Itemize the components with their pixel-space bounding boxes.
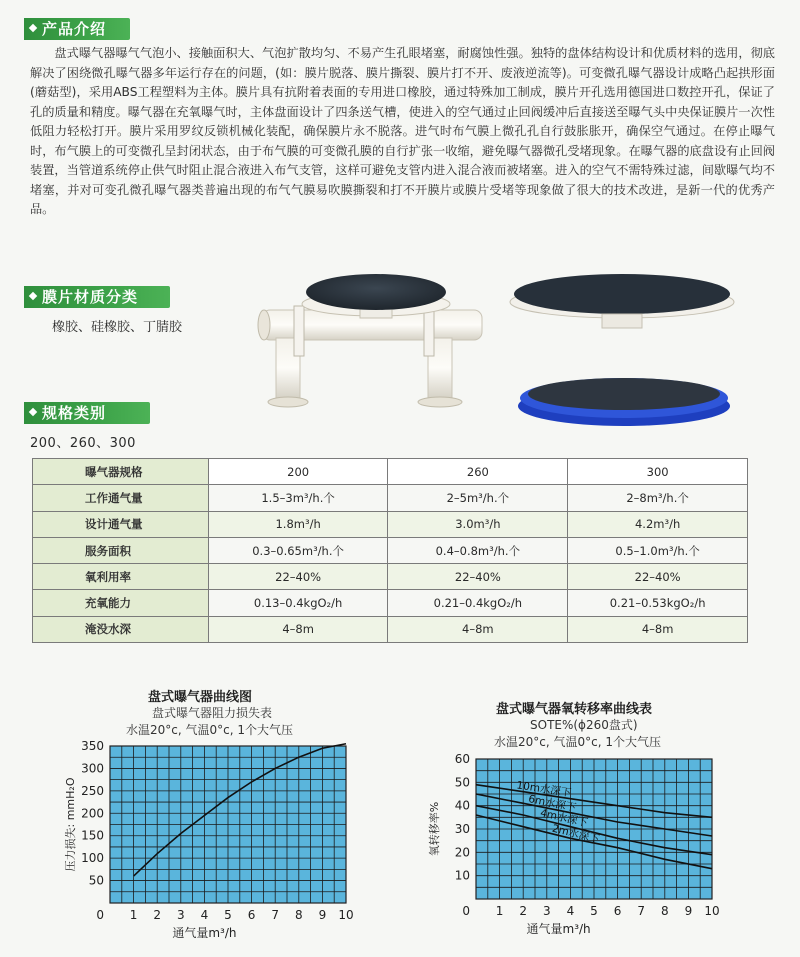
x-tick-label: 1 xyxy=(495,904,504,918)
x-tick-label: 8 xyxy=(660,904,669,918)
section-label-material: 膜片材质分类 xyxy=(24,286,170,308)
series-label: 6m水深下 xyxy=(527,793,578,815)
table-cell: 1.5–3m³/h.个 xyxy=(208,485,388,511)
series-label: 10m水深下 xyxy=(515,779,572,800)
y-tick-label: 300 xyxy=(81,761,104,776)
table-cell: 22–40% xyxy=(568,564,748,590)
x-tick-label: 9 xyxy=(684,904,693,918)
y-tick-label: 50 xyxy=(88,873,104,888)
y-tick-label: 40 xyxy=(454,798,470,813)
table-cell: 4–8m xyxy=(568,616,748,642)
oxygen-transfer-chart xyxy=(420,745,750,945)
table-cell: 1.8m³/h xyxy=(208,511,388,537)
table-header-row xyxy=(33,459,748,485)
y-tick-label: 100 xyxy=(81,851,104,866)
x-tick-label: 6 xyxy=(247,908,256,922)
y-axis-label: 压力损失: mmH₂O xyxy=(64,777,77,872)
table-cell: 2–5m³/h.个 xyxy=(388,485,568,511)
chart2-conditions: 水温20°c, 气温0°c, 1个大气压 xyxy=(494,735,661,749)
y-axis-label: 氧转移率% xyxy=(428,801,441,857)
table-header-cell: 300 xyxy=(568,459,748,485)
x-tick-label: 5 xyxy=(224,908,232,922)
table-row-label: 淹没水深 xyxy=(33,616,209,642)
material-list: 橡胶、硅橡胶、丁腈胶 xyxy=(52,320,183,335)
x-tick-label: 9 xyxy=(318,908,327,922)
y-tick-label: 20 xyxy=(454,845,470,860)
table-cell: 4–8m xyxy=(208,616,388,642)
spec-table xyxy=(32,458,748,643)
table-row xyxy=(33,616,748,642)
table-cell: 0.5–1.0m³/h.个 xyxy=(568,537,748,563)
table-row xyxy=(33,564,748,590)
table-row xyxy=(33,511,748,537)
y-tick-label: 350 xyxy=(81,739,104,753)
x-tick-label: 2 xyxy=(519,904,528,918)
y-tick-label: 0 xyxy=(462,904,470,918)
table-row-label: 充氧能力 xyxy=(33,590,209,616)
x-tick-label: 10 xyxy=(338,908,354,922)
table-cell: 22–40% xyxy=(388,564,568,590)
y-tick-label: 0 xyxy=(96,908,104,922)
chart1-subtitle: 盘式曝气器阻力损失表 xyxy=(152,706,273,720)
x-tick-label: 2 xyxy=(153,908,162,922)
y-tick-label: 50 xyxy=(454,775,470,790)
y-tick-label: 200 xyxy=(81,806,104,821)
series-label: 4m水深下 xyxy=(539,807,589,830)
table-cell: 22–40% xyxy=(208,564,388,590)
x-tick-label: 8 xyxy=(294,908,303,922)
chart1-title: 盘式曝气器曲线图 xyxy=(148,690,253,705)
table-cell: 4–8m xyxy=(388,616,568,642)
series-label: 2m水深下 xyxy=(550,822,601,846)
intro-paragraph: 盘式曝气器曝气气泡小、接触面积大、气泡扩散均匀、不易产生孔眼堵塞，耐腐蚀性强。独特的盘体结构设计和优质材料的选用，彻底解决了困绕微孔曝气器多年运行存在的问题，(如：膜片脱落、膜片撕裂、膜片打不开、废液逆流等)。可变微孔曝气器设计成略凸起拱形面(蘑菇型)，采用ABS工程塑料为主体。膜片具有抗附着表面的专用进口橡胶，通过特殊加工制成，膜片开孔选用德国进口数控开孔，保证了孔的质量和精度。曝气器在充氧曝气时，主体盘面设计了四条送气槽，使进入的空气通过止回阀缓冲后直接送至曝气头中央保证膜片一次性低阻力轻松打开。膜片采用罗纹反锁机械化装配，确保膜片永不脱落。进气时布气膜上微孔孔自行鼓胀胀开，确保空气通过。在停止曝气时，布气膜上的可变微孔呈封闭状态，由于布气膜的可变微孔膜的自行扩张一收缩，避免曝气器微孔受堵现象。在曝气器的底盘设有止回阀装置，当管道系统停止供气时阻止混合液进入布气支管，这样可避免支管内进入混合液而被堵塞。进入的空气不需特殊过滤，间歇曝气均不堵塞，并对可变孔微孔曝气器类普遍出现的布气气膜易吹膜撕裂和打不开膜片或膜片受堵等现象做了很大的技术改进，是新一代的优秀产品。 xyxy=(30,46,775,216)
x-tick-label: 1 xyxy=(129,908,138,922)
x-tick-label: 7 xyxy=(637,904,646,918)
table-cell: 2–8m³/h.个 xyxy=(568,485,748,511)
x-tick-label: 4 xyxy=(566,904,575,918)
table-cell: 0.4–0.8m³/h.个 xyxy=(388,537,568,563)
table-cell: 0.21–0.4kgO₂/h xyxy=(388,590,568,616)
table-header-cell: 曝气器规格 xyxy=(33,459,209,485)
pressure-loss-chart xyxy=(40,736,370,946)
table-header-cell: 200 xyxy=(208,459,388,485)
blue-disc-diffuser-image xyxy=(512,370,742,430)
x-tick-label: 3 xyxy=(176,908,185,922)
x-tick-label: 4 xyxy=(200,908,209,922)
y-tick-label: 30 xyxy=(454,822,470,836)
x-tick-label: 5 xyxy=(590,904,598,918)
table-cell: 3.0m³/h xyxy=(388,511,568,537)
table-cell: 0.21–0.53kgO₂/h xyxy=(568,590,748,616)
chart1-conditions: 水温20°c, 气温0°c, 1个大气压 xyxy=(126,723,293,737)
table-row-label: 设计通气量 xyxy=(33,511,209,537)
diffuser-assembly-image xyxy=(256,268,496,418)
table-row xyxy=(33,537,748,563)
y-tick-label: 10 xyxy=(454,868,470,883)
section-label-spec: 规格类别 xyxy=(24,402,150,424)
x-axis-label: 通气量m³/h xyxy=(172,926,237,940)
size-list: 200、260、300 xyxy=(30,436,136,451)
table-row-label: 服务面积 xyxy=(33,537,209,563)
x-axis-label: 通气量m³/h xyxy=(526,922,591,936)
x-tick-label: 10 xyxy=(704,904,720,918)
chart2-subtitle: SOTE%(ϕ260盘式) xyxy=(530,718,638,732)
x-tick-label: 6 xyxy=(613,904,622,918)
y-tick-label: 150 xyxy=(81,828,104,843)
x-tick-label: 7 xyxy=(271,908,280,922)
table-row xyxy=(33,590,748,616)
table-cell: 4.2m³/h xyxy=(568,511,748,537)
table-cell: 0.13–0.4kgO₂/h xyxy=(208,590,388,616)
membrane-disc-image xyxy=(506,270,746,334)
chart2-title: 盘式曝气器氧转移率曲线表 xyxy=(496,702,653,717)
y-tick-label: 250 xyxy=(81,783,104,798)
table-row-label: 工作通气量 xyxy=(33,485,209,511)
table-row-label: 氧利用率 xyxy=(33,564,209,590)
table-cell: 0.3–0.65m³/h.个 xyxy=(208,537,388,563)
table-row xyxy=(33,485,748,511)
y-tick-label: 60 xyxy=(454,752,470,766)
section-label-intro: 产品介绍 xyxy=(24,18,130,40)
x-tick-label: 3 xyxy=(542,904,551,918)
table-header-cell: 260 xyxy=(388,459,568,485)
